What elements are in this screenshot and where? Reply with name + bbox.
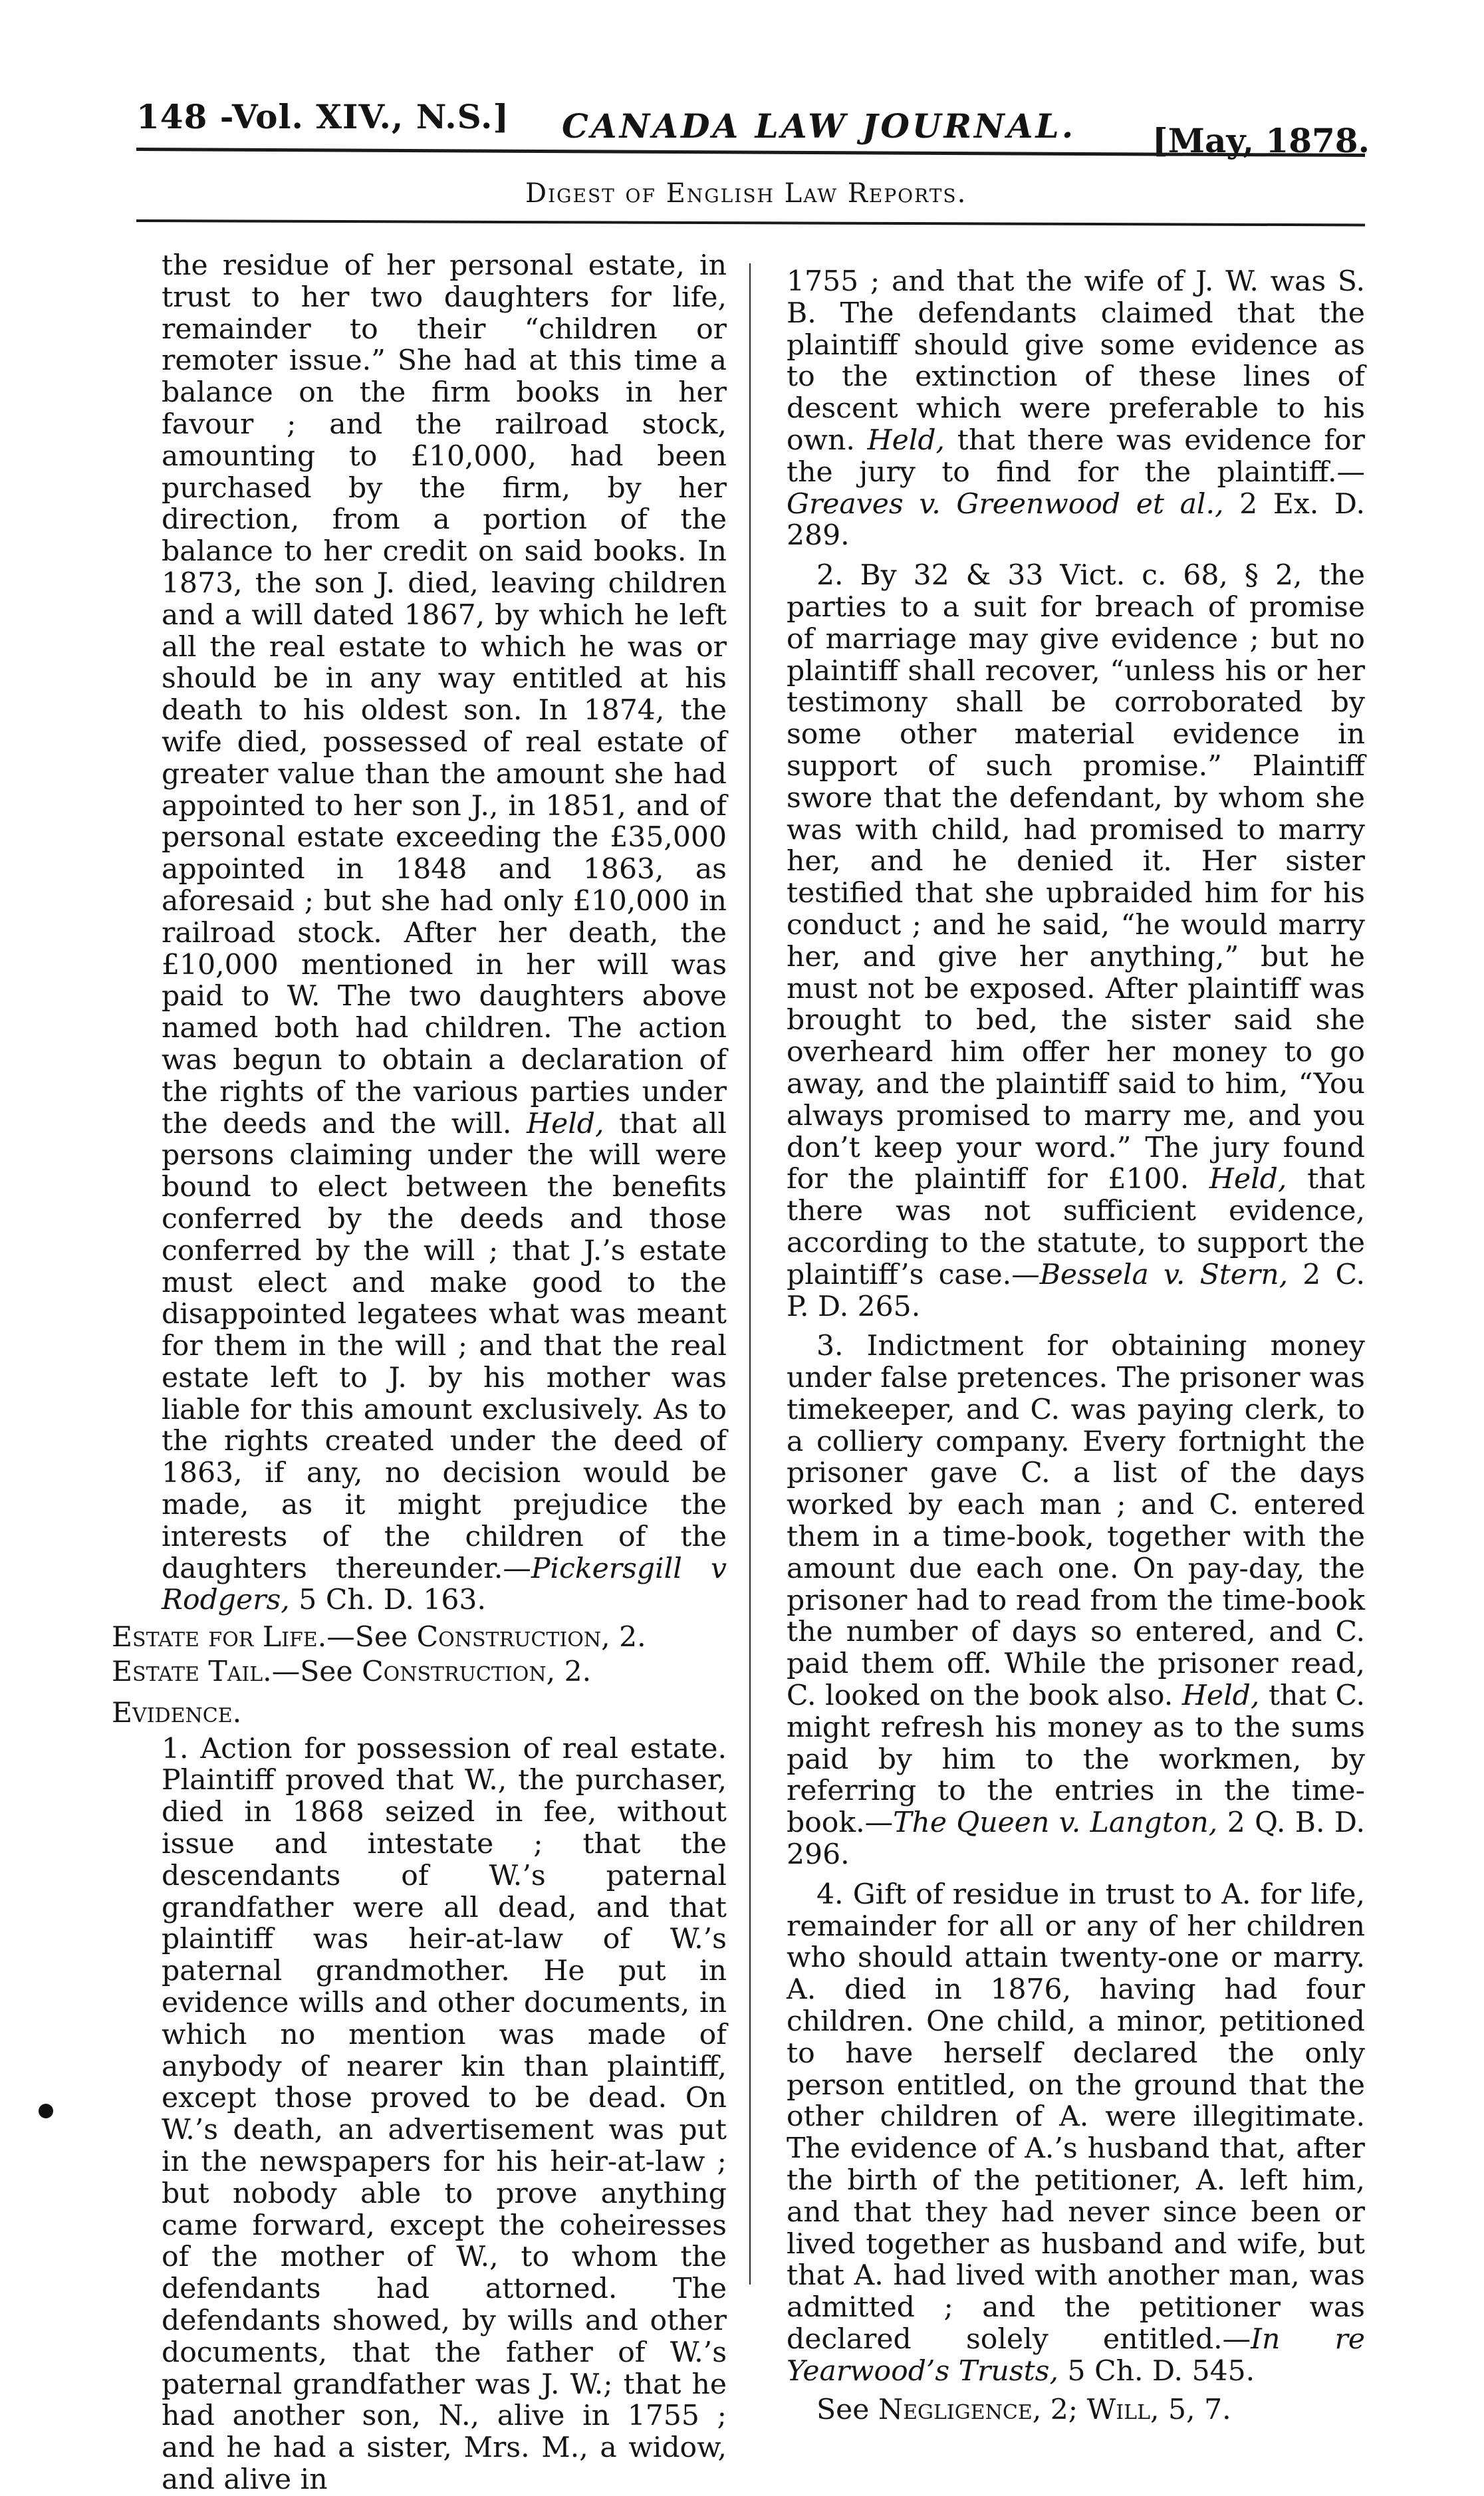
entry-see: —See [271,1656,362,1689]
held-word: Held, [1181,1680,1260,1713]
entry-term: Estate for Life. [112,1621,327,1654]
held-word: Held, [867,424,945,457]
held-word: Held, [1209,1163,1287,1196]
entry-ref-num: , 2. [546,1656,592,1689]
section-rule [136,219,1365,226]
see-ref: Will [1086,2393,1151,2426]
case-citation: The Queen v. Langton, [893,1807,1218,1840]
evidence-case-2 [787,560,1365,1322]
holding-text: that all persons claiming under the will were bound to elect between the benefits conferred by the deeds and those conferred by the will ; that J.’s estate must elect and make good to the disappointed legatees what was meant for them in the will ; and that the real estate left to J. by his mother was liable for this amount exclusively. As to the rights created under the deed of 1863, if any, no decision would be made, as it might prejudice the interests of the children of the daughters thereunder.— [162,1107,727,1585]
held-word: Held, [527,1107,604,1140]
entry-estate-for-life [112,1622,727,1654]
entry-ref: Construction [362,1656,547,1689]
report-citation: 5 Ch. D. 545. [1058,2354,1255,2388]
holding-text: that there was not sufficient evidence, according to the statute, to support the plaintiff’s case.— [787,1163,1365,1291]
evidence-case-1 [112,1733,727,2496]
case-text: 3. Indictment for obtaining money under false pretences. The prisoner was timekeeper, and C. was paying clerk, to a colliery company. Every fortnight the prisoner gave C. a list of the days worked by each man ; and C. entered them in a time-book, together with the amount due each one. On pay-day, the prisoner had to read from the time-book the number of days so entered, and C. paid them off. While the prisoner read, C. looked on the book also. [787,1330,1365,1713]
evidence-case-1-continued [787,266,1365,552]
see-ref: Negligence [878,2393,1033,2426]
case-citation: Pickersgill v Rodgers, [162,1552,727,1617]
holding-text: that there was evidence for the jury to find for the plaintiff.— [787,424,1365,489]
entry-term: Estate Tail. [112,1656,272,1689]
case-text: 2. By 32 & 33 Vict. c. 68, § 2, the parties to a suit for breach of promise of marriage may give evidence ; but no plaintiff shall recover, “unless his or her testimony shall be corroborated by some other material evidence in support of such promise.” Plaintiff swore that the defendant, by whom she was with child, had promised to marry her, and he denied it. Her sister testified that she upbraided him for his conduct ; and he said, “he would marry her, and give her anything,” but he must not be exposed. After plaintiff was brought to bed, the sister said she overheard him offer her money to go away, and the plaintiff said to him, “You always promised to marry me, and you don’t keep your word.” The jury found for the plaintiff for £100. [787,559,1365,1196]
running-header [136,92,1370,160]
entry-see: —See [326,1621,417,1654]
entry-ref-num: , 2. [601,1621,646,1654]
holding-text: that C. might refresh his money as to the sums paid by him to the workmen, by referring to the entries in the time-book.— [787,1680,1365,1840]
report-citation: 2 Q. B. D. 296. [787,1807,1366,1872]
column-divider [749,263,751,2285]
journal-title: CANADA LAW JOURNAL. [562,106,1076,146]
case-text: 1. Action for possession of real estate. Plaintiff proved that W., the purchaser, died in 1868 seized in fee, without issue and intestate ; that the descendants of W.’s paternal grandfather were all dead, and that plaintiff was heir-at-law of W.’s paternal grandmother. He put in evidence wills and other documents, in which no mention was made of anybody of nearer kin than plaintiff, except those proved to be dead. On W.’s death, an advertisement was put in the newspapers for his heir-at-law ; but nobody able to prove anything came forward, except the coheiresses of the mother of W., to whom the defendants had attorned. The defendants showed, by wills and other documents, that the father of W.’s paternal grandfather was J. W.; that he had another son, N., alive in 1755 ; and he had a sister, Mrs. M., a widow, and alive in [162,1732,727,2496]
entry-ref: Construction [416,1621,602,1654]
continued-case [112,250,727,1616]
see-also [787,2394,1365,2426]
page-volume: 148 -Vol. XIV., N.S.] [136,97,510,136]
case-citation: Greaves v. Greenwood et al., [787,487,1224,521]
evidence-heading: Evidence. [112,1696,242,1729]
case-citation: Bessela v. Stern, [1039,1258,1289,1291]
section-title: Digest of English Law Reports. [525,178,967,209]
entry-estate-tail [112,1656,727,1688]
right-column [787,266,1365,2426]
report-citation: 2 Ex. D. 289. [787,487,1366,553]
margin-mark [39,2104,53,2118]
evidence-case-4 [787,1879,1365,2388]
case-text: 4. Gift of residue in trust to A. for life, remainder for all or any of her children who should attain twenty-one or marry. A. died in 1876, having had four children. One child, a minor, petitioned to have herself declared the only person entitled, on the ground that the other children of A. were illegitimate. The evidence of A.’s husband that, after the birth of the petitioner, A. left him, and that they had never since been or lived together as husband and wife, but that A. had lived with another man, was admitted ; and the petitioner was declared solely entitled.— [787,1878,1365,2356]
case-text: 1755 ; and that the wife of J. W. was S. B. The defendants claimed that the plaintiff should give some evidence as to the extinction of these lines of descent which were preferable to his own. [787,265,1365,457]
see-ref-num: , 2; [1032,2393,1087,2426]
case-text: the residue of her personal estate, in trust to her two daughters for life, remainder to their “children or remoter issue.” She had at this time a balance on the firm books in her favour ; and the railroad stock, amounting to £10,000, had been purchased by the firm, by her direction, from a portion of the balance to her credit on said books. In 1873, the son J. died, leaving children and a will dated 1867, by which he left all the real estate to which he was or should be in any way entitled at his death to his oldest son. In 1874, the wife died, possessed of real estate of greater value than the amount she had appointed to her son J., in 1851, and of personal estate exceeding the £35,000 appointed in 1848 and 1863, as aforesaid ; but she had only £10,000 in railroad stock. After her death, the £10,000 mentioned in her will was paid to W. The two daughters above named both had children. The action was begun to obtain a declaration of the rights of the various parties under the deeds and the will. [162,249,727,1140]
left-column [112,250,727,2496]
see-prefix: See [816,2393,878,2426]
see-ref-num: , 5, 7. [1150,2393,1231,2426]
report-citation: 2 C. P. D. 265. [787,1258,1366,1323]
report-citation: 5 Ch. D. 163. [289,1584,486,1617]
evidence-case-3 [787,1330,1365,1871]
issue-date: [May, 1878. [1152,121,1370,160]
case-citation: In re Yearwood’s Trusts, [787,2323,1365,2388]
